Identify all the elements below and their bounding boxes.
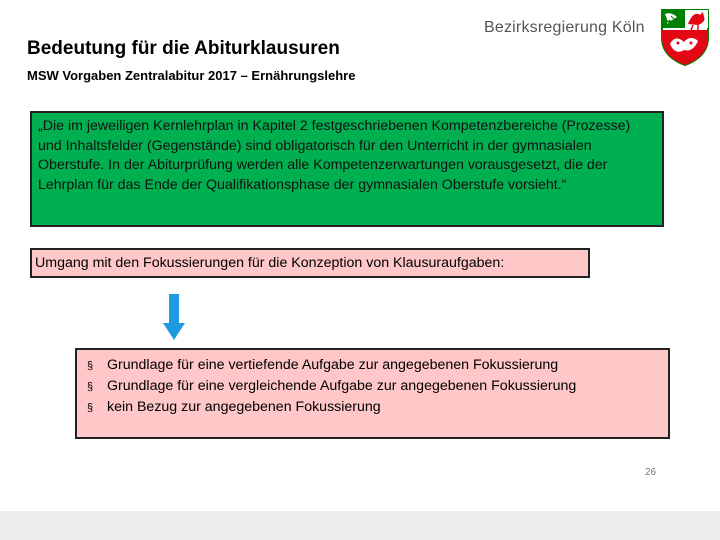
curriculum-quote-text: „Die im jeweiligen Kernlehrplan in Kapitel 2 festgeschriebenen Kompetenzbereiche (Prozesse) und Inhaltsfelder (Gegenstände) sind obligatorisch für den Unterricht in der gymnasialen Oberstufe. In der Abiturprüfung werden alle Kompetenzerwartungen vorausgesetzt, die der Lehrplan für das Ende der Qualifikationsphase der gymnasialen Oberstufe vorsieht.“ <box>38 118 631 193</box>
list-item <box>87 397 658 418</box>
focus-options-box <box>75 348 670 439</box>
page-title: Bedeutung für die Abiturklausuren <box>27 38 340 59</box>
footer-bar <box>0 511 720 540</box>
org-name: Bezirksregierung Köln <box>484 19 645 36</box>
page-subtitle: MSW Vorgaben Zentralabitur 2017 – Ernährungslehre <box>27 68 356 83</box>
focus-heading-box <box>30 248 590 278</box>
bullet-icon: § <box>87 360 94 372</box>
bullet-icon: § <box>87 381 94 393</box>
list-item <box>87 355 658 376</box>
list-item <box>87 376 658 397</box>
nrw-coat-of-arms-icon <box>660 8 710 66</box>
list-item-text: kein Bezug zur angegebenen Fokussierung <box>107 399 381 415</box>
list-item-text: Grundlage für eine vergleichende Aufgabe zur angegebenen Fokussierung <box>107 378 577 394</box>
curriculum-quote-box <box>30 111 664 227</box>
focus-options-list <box>87 355 658 418</box>
focus-heading-text: Umgang mit den Fokussierungen für die Konzeption von Klausuraufgaben: <box>35 255 505 271</box>
down-arrow-icon <box>162 294 186 340</box>
list-item-text: Grundlage für eine vertiefende Aufgabe zur angegebenen Fokussierung <box>107 357 559 373</box>
page-number: 26 <box>645 467 657 478</box>
bullet-icon: § <box>87 402 94 414</box>
